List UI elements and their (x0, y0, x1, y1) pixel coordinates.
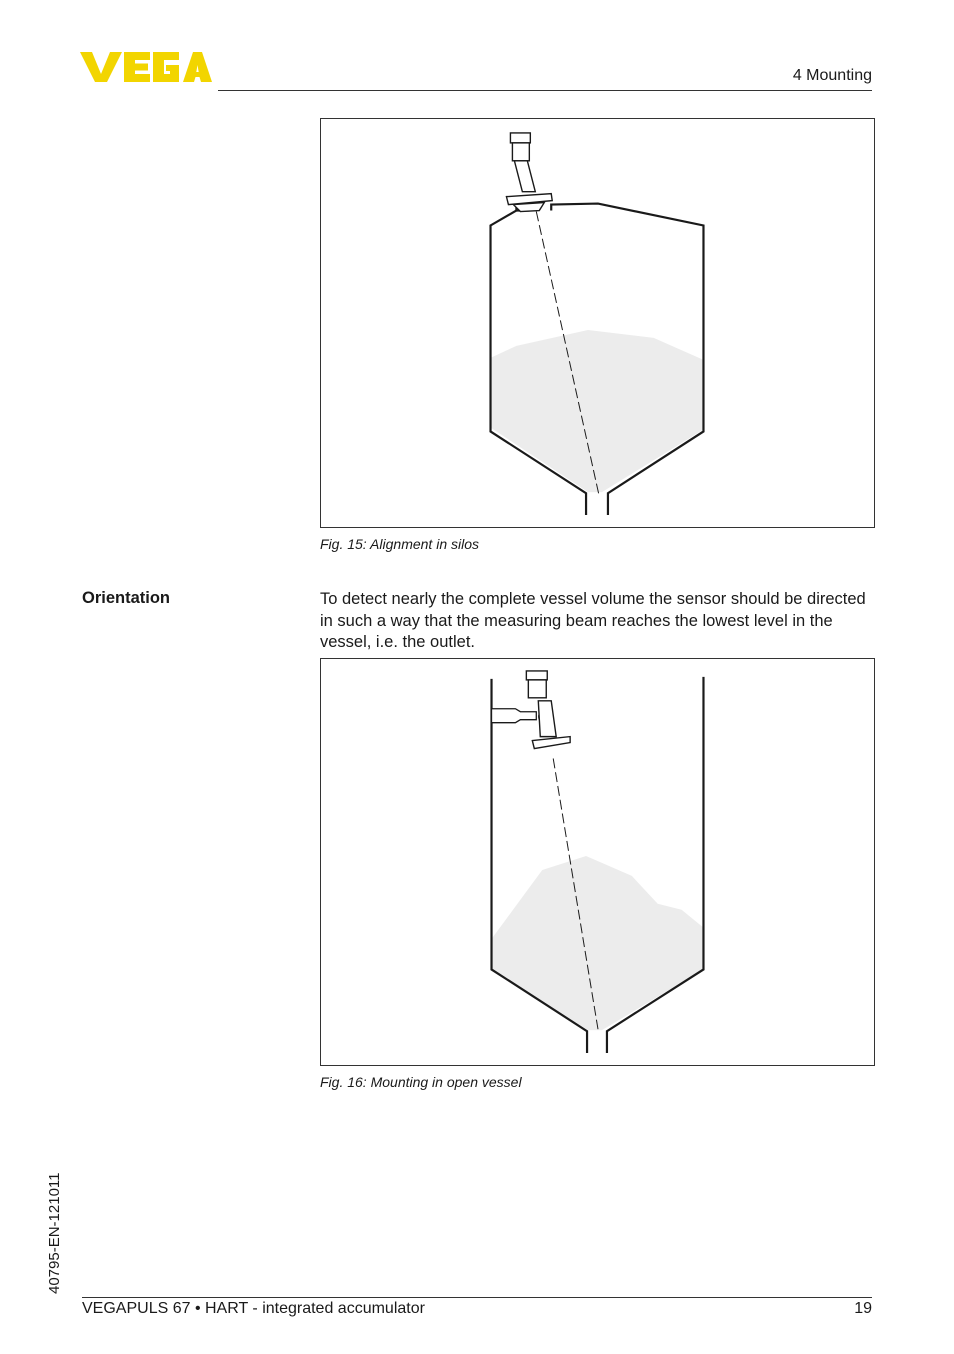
page-number: 19 (854, 1300, 872, 1317)
footer-product-title: VEGAPULS 67 • HART - integrated accumulator (82, 1300, 425, 1317)
document-id: 40795-EN-121011 (46, 1172, 63, 1294)
section-title: 4 Mounting (792, 67, 872, 84)
radar-sensor (506, 133, 552, 212)
mounting-bracket (492, 709, 537, 723)
orientation-heading: Orientation (82, 589, 171, 607)
open-vessel-diagram (321, 659, 874, 1065)
header-rule (218, 90, 872, 91)
bulk-material (493, 856, 704, 1030)
figure-mounting-in-open-vessel (320, 658, 875, 1066)
orientation-paragraph: To detect nearly the complete vessel volume the sensor should be directed in such a way that the measuring beam reaches the lowest level in the vessel, i.e. the outlet. (320, 590, 866, 651)
radar-sensor (526, 671, 570, 749)
silo-diagram (321, 119, 874, 527)
figure-caption: Fig. 16: Mounting in open vessel (320, 1074, 522, 1090)
figure-caption: Fig. 15: Alignment in silos (320, 536, 479, 552)
vega-logo (80, 50, 212, 84)
bulk-material (491, 330, 704, 492)
figure-alignment-in-silos (320, 118, 875, 528)
footer-rule (82, 1297, 872, 1298)
